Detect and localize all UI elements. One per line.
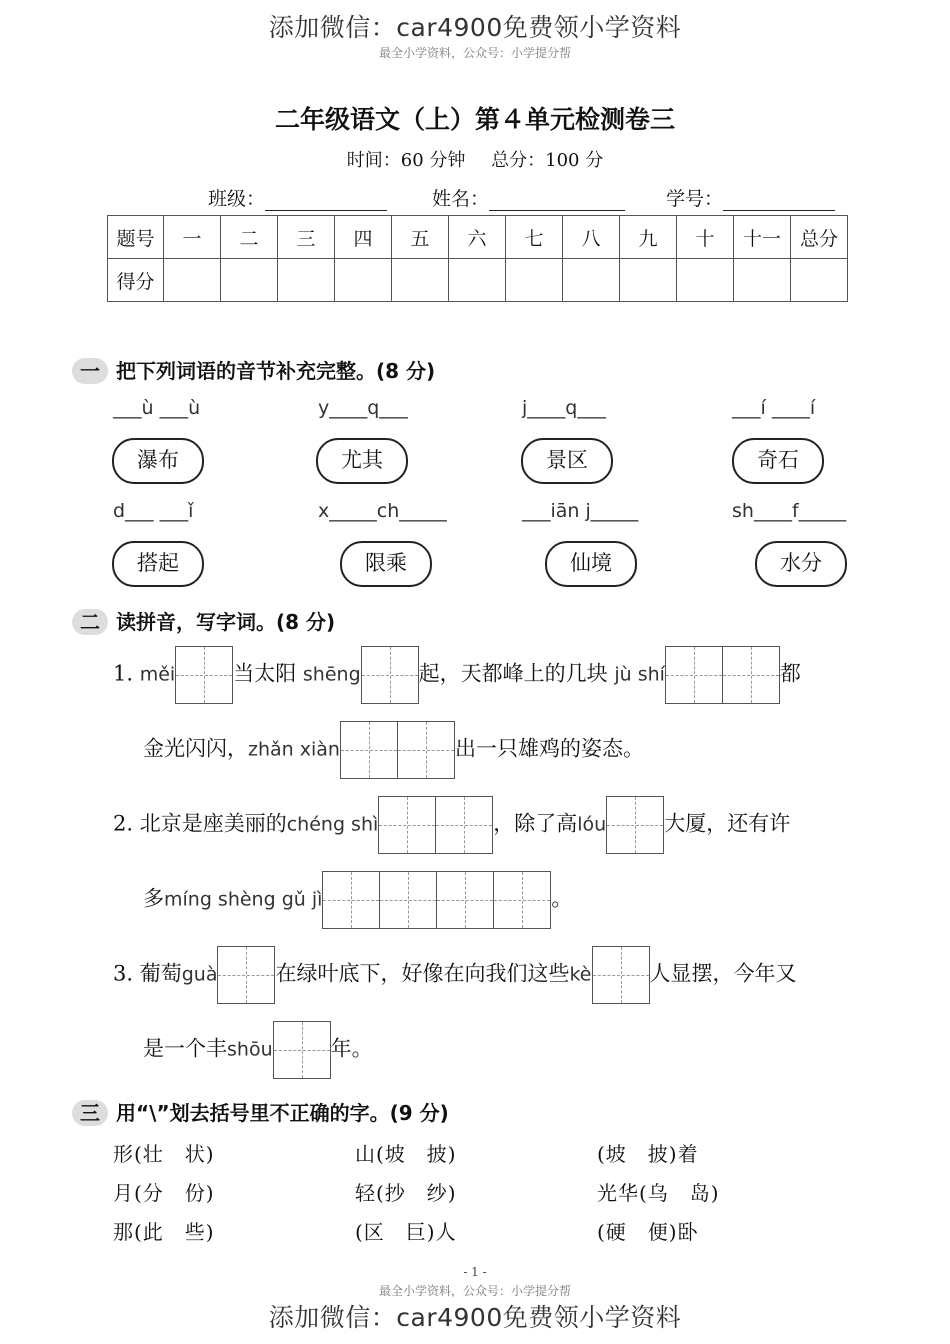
pinyin-blank[interactable]: d___ ___ǐ [113, 500, 194, 522]
word-cloud: 瀑布 [112, 438, 204, 484]
answer-boxes[interactable] [665, 646, 780, 704]
answer-box[interactable] [397, 721, 455, 779]
score-cell[interactable] [791, 259, 848, 302]
score-cell[interactable] [392, 259, 449, 302]
q3-line2 [143, 1021, 373, 1079]
section1-heading [72, 355, 435, 384]
pinyin-hint: shōu [227, 1038, 273, 1061]
faint-header: 最全小学资料，公众号：小学提分帮 [378, 46, 571, 60]
section1-title: 把下列词语的音节补充完整。(8 分) [116, 359, 436, 383]
question-text: 出一只雄鸡的姿态。 [454, 736, 644, 761]
question-text: ，除了高 [493, 811, 578, 836]
header-cell: 题号 [108, 216, 164, 259]
word-cloud: 水分 [755, 541, 847, 587]
q2-number: 2. [113, 811, 134, 836]
pinyin-hint: měi [139, 663, 176, 686]
section2-heading [72, 606, 335, 635]
choice-item[interactable]: (坡 披)着 [597, 1142, 699, 1166]
id-label: 学号： [666, 188, 724, 210]
total-label: 总分：100 分 [491, 150, 604, 171]
word-cloud: 限乘 [340, 541, 432, 587]
header-cell: 五 [392, 216, 449, 259]
question-text: 在绿叶底下，好像在向我们这些 [275, 961, 570, 986]
score-header-row [108, 216, 848, 259]
score-cell[interactable] [734, 259, 791, 302]
answer-box[interactable] [322, 871, 380, 929]
pinyin-blank[interactable]: ___ù ___ù [113, 397, 201, 419]
header-cell: 十 [677, 216, 734, 259]
pinyin-hint: zhǎn xiàn [248, 738, 340, 761]
class-blank[interactable] [265, 192, 387, 211]
header-cell: 四 [335, 216, 392, 259]
pinyin-hint: lóu [577, 813, 607, 836]
id-field[interactable] [666, 184, 835, 211]
section3-heading [72, 1097, 449, 1126]
answer-box[interactable] [665, 646, 723, 704]
header-cell: 八 [563, 216, 620, 259]
word-cloud: 尤其 [316, 438, 408, 484]
word-cloud: 奇石 [732, 438, 824, 484]
q3-line1 [113, 946, 797, 1004]
answer-box[interactable] [361, 646, 419, 704]
section3-title: 用“\”划去括号里不正确的字。(9 分) [116, 1101, 449, 1125]
header-cell: 七 [506, 216, 563, 259]
answer-box[interactable] [592, 946, 650, 1004]
word-cloud: 仙境 [545, 541, 637, 587]
section2-title: 读拼音，写字词。(8 分) [116, 610, 336, 634]
header-cell: 一 [164, 216, 221, 259]
choice-item[interactable]: 形(壮 状) [113, 1142, 215, 1166]
header-cell: 九 [620, 216, 677, 259]
score-cell[interactable] [221, 259, 278, 302]
pinyin-hint: chéng shì [286, 813, 379, 836]
pinyin-blank[interactable]: x_____ch_____ [318, 500, 447, 522]
pinyin-blank[interactable]: y____q___ [318, 397, 408, 419]
score-table [107, 215, 848, 302]
pinyin-hint: kè [569, 963, 592, 986]
question-text: 金光闪闪， [143, 736, 248, 761]
score-cell[interactable] [278, 259, 335, 302]
name-blank[interactable] [489, 192, 625, 211]
score-row-label: 得分 [108, 259, 164, 302]
header-cell: 十一 [734, 216, 791, 259]
class-label: 班级： [208, 188, 266, 210]
question-text: 是一个丰 [143, 1036, 227, 1061]
time-label: 时间：60 分钟 [346, 150, 466, 171]
header-cell: 六 [449, 216, 506, 259]
answer-boxes[interactable] [340, 721, 455, 779]
answer-box[interactable] [436, 871, 494, 929]
pinyin-blank[interactable]: ___iān j_____ [522, 500, 639, 522]
pinyin-blank[interactable]: sh____f_____ [732, 500, 847, 522]
pinyin-hint: shēng [302, 663, 361, 686]
answer-box[interactable] [378, 796, 436, 854]
word-cloud: 搭起 [112, 541, 204, 587]
score-cell[interactable] [677, 259, 734, 302]
question-text: 多 [143, 886, 164, 911]
answer-box[interactable] [606, 796, 664, 854]
question-text: 年。 [330, 1036, 373, 1061]
section3-badge: 三 [72, 1100, 108, 1126]
pinyin-hint: jù shí [614, 663, 665, 686]
page-title: 二年级语文（上）第４单元检测卷三 [274, 105, 675, 134]
answer-box[interactable] [379, 871, 437, 929]
score-cell[interactable] [620, 259, 677, 302]
page-number: - 1 - [463, 1265, 487, 1279]
header-cell: 三 [278, 216, 335, 259]
q1-line1 [113, 646, 801, 704]
answer-box[interactable] [175, 646, 233, 704]
header-cell: 总分 [791, 216, 848, 259]
score-cell[interactable] [164, 259, 221, 302]
question-text: 当太阳 [233, 661, 297, 686]
question-text: 人显摆，今年又 [649, 961, 797, 986]
answer-boxes[interactable] [378, 796, 493, 854]
choice-item[interactable]: 山(坡 披) [355, 1142, 457, 1166]
q2-line1 [113, 796, 790, 854]
answer-boxes[interactable] [322, 871, 551, 929]
section2-badge: 二 [72, 609, 108, 635]
question-text: 起，天都峰上的几块 [418, 661, 608, 686]
answer-box[interactable] [722, 646, 780, 704]
banner-top: 添加微信：car4900免费领小学资料 [268, 13, 682, 42]
score-cell[interactable] [563, 259, 620, 302]
choice-item[interactable]: 那(此 些) [113, 1220, 215, 1244]
choice-item[interactable]: (区 巨)人 [355, 1220, 457, 1244]
score-cell[interactable] [335, 259, 392, 302]
q1-number: 1. [113, 661, 134, 686]
q1-line2 [143, 721, 644, 779]
score-cell[interactable] [449, 259, 506, 302]
pinyin-blank[interactable]: j____q___ [522, 397, 606, 419]
section1-badge: 一 [72, 358, 108, 384]
question-text: 都 [779, 661, 801, 686]
answer-box[interactable] [435, 796, 493, 854]
answer-box[interactable] [273, 1021, 331, 1079]
question-text: 大厦，还有许 [664, 811, 791, 836]
word-cloud: 景区 [521, 438, 613, 484]
choice-item[interactable]: (硬 便)卧 [597, 1220, 699, 1244]
header-cell: 二 [221, 216, 278, 259]
answer-box[interactable] [340, 721, 398, 779]
choice-item[interactable]: 光华(乌 岛) [597, 1181, 720, 1205]
question-text: 葡萄 [139, 961, 182, 986]
q2-line2 [143, 871, 572, 929]
pinyin-hint: guà [181, 963, 218, 986]
question-text: 。 [551, 886, 573, 911]
pinyin-blank[interactable]: ___í ____í [732, 397, 816, 419]
answer-box[interactable] [493, 871, 551, 929]
question-text: 北京是座美丽的 [139, 811, 287, 836]
score-row [108, 259, 848, 302]
name-label: 姓名： [432, 188, 490, 210]
exam-meta [0, 146, 950, 172]
q3-number: 3. [113, 961, 134, 986]
id-blank[interactable] [723, 192, 835, 211]
name-field[interactable] [432, 184, 625, 211]
score-cell[interactable] [506, 259, 563, 302]
pinyin-hint: míng shèng gǔ jì [164, 888, 323, 911]
faint-footer: 最全小学资料，公众号：小学提分帮 [378, 1284, 571, 1298]
choice-item[interactable]: 月(分 份) [113, 1181, 215, 1205]
banner-bottom: 添加微信：car4900免费领小学资料 [268, 1303, 682, 1332]
choice-item[interactable]: 轻(抄 纱) [355, 1181, 457, 1205]
class-field[interactable] [208, 184, 387, 211]
answer-box[interactable] [217, 946, 275, 1004]
